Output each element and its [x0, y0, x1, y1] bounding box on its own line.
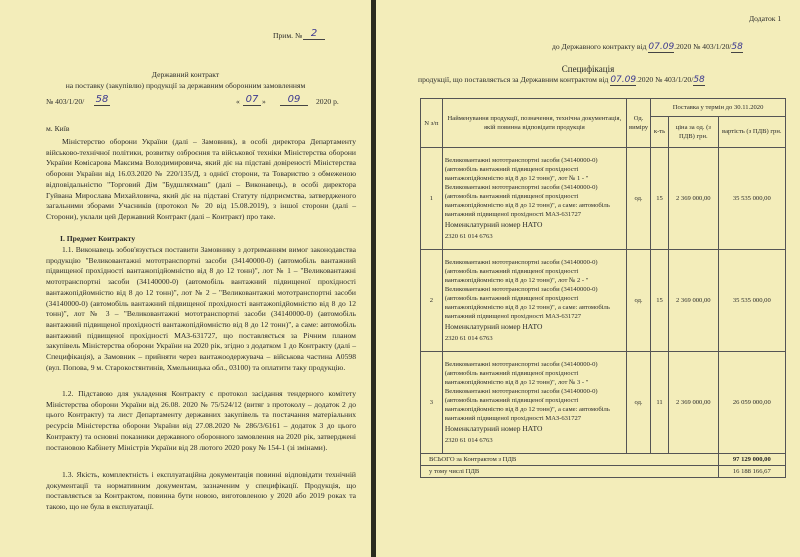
date-day-handwritten: 07	[243, 94, 261, 106]
specification-table	[420, 98, 786, 478]
col-header-number: N з/п	[421, 99, 443, 148]
row-nato-label: Номенклатурний номер НАТО	[444, 322, 543, 331]
specification-title: Специфікація	[561, 64, 615, 74]
subtitle-number-handwritten: 58	[693, 75, 705, 85]
date-quote-close: »	[262, 97, 266, 106]
annex-number-handwritten: 58	[731, 42, 743, 52]
date-quote-open: «	[236, 97, 240, 106]
annex-date-handwritten: 07.09	[648, 42, 675, 52]
annex-to-contract-mid: .2020 № 403/1/20/	[674, 42, 732, 51]
row-unit: од.	[626, 148, 650, 250]
row-description	[442, 250, 626, 352]
row-desc-text: Великовантажні мототранспортні засоби (34140000-0) (автомобіль вантажний підвищеної прохідності вантажопідйомністю від 8 до 12 тонн)", лот № 3 - " Великовантажні мототранспортні засоби (34140000-0) (автомобіль вантажний підвищеної прохідності вантажопідйомністю від 8 до 12 тонн)", а саме: автомобіль вантажний підвищеної прохідності МАЗ-631727	[444, 361, 610, 422]
clause-1-1: 1.1. Виконавець зобов'язується поставити Замовнику з дотриманням вимог законодавства продукцію "Великовантажні мототранспортні засоби (34140000-0) (автомобіль вантажний підвищеної прохідності вантажопідйомністю від 8 до 12 тонн)", лот № 1 – "Великовантажні мототранспортні засоби (34140000-0) (автомобіль вантажний підвищеної прохідності вантажопідйомністю від 8 до 12 тонн)", лот № 2 – "Великовантажні мототранспортні засоби (34140000-0) (автомобіль вантажний підвищеної прохідності вантажопідйомністю від 8 до 12 тонн)", лот № 3 – "Великовантажні мототранспортні засоби (34140000-0) (автомобіль вантажний підвищеної прохідності вантажопідйомністю від 8 до 12 тонн)", а саме: автомобіль вантажний підвищеної прохідності МАЗ-631727, що поставляється за Річним планом закупівель Міністерства оборони України на 2020 рік, згідно з додатком 1 до Контракту (далі – Специфікація), а Замовник – прийняти через вантажоодержувача – військова частина А0598 (вул. Попова, 9 м. Старокостянтинів, Хмельницька обл., 03100) та оплатити таку продукцію.	[46, 245, 356, 372]
contract-title: Державний контракт	[151, 70, 220, 79]
row-desc-text: Великовантажні мототранспортні засоби (34140000-0) (автомобіль вантажний підвищеної прохідності вантажопідйомністю від 8 до 12 тонн)", лот № 1 - " Великовантажні мототранспортні засоби (34140000-0) (автомобіль вантажний підвищеної прохідності вантажопідйомністю від 8 до 12 тонн)", а саме: автомобіль вантажний підвищеної прохідності МАЗ-631727	[444, 157, 610, 218]
contract-number-handwritten: 58	[95, 94, 109, 105]
section-heading: І. Предмет Контракту	[60, 234, 136, 243]
row-nato-code: 2320 61 014 6763	[444, 335, 493, 342]
row-number: 2	[421, 250, 443, 352]
clause-1-3: 1.3. Якість, комплектність і експлуатаційна документація повинні відповідати технічній документації та нормативним документам, зазначеним у специфікації. Продукція, що поставляється за Контрактом, повинна бути новою, виготовленою у 2020 або 2019 роках та такою, що не була в експлуатації.	[46, 470, 356, 512]
col-header-delivery: Поставка у термін до 30.11.2020	[651, 99, 786, 117]
row-nato-code: 2320 61 014 6763	[444, 233, 493, 240]
specification-subtitle-mid: .2020 № 403/1/20/	[636, 75, 694, 84]
row-desc-text: Великовантажні мототранспортні засоби (34140000-0) (автомобіль вантажний підвищеної прохідності вантажопідйомністю від 8 до 12 тонн)", лот № 2 - " Великовантажні мототранспортні засоби (34140000-0) (автомобіль вантажний підвищеної прохідності вантажопідйомністю від 8 до 12 тонн)", а саме: автомобіль вантажний підвищеної прохідності МАЗ-631727	[444, 259, 610, 320]
col-header-value: вартість (з ПДВ) грн.	[718, 116, 785, 147]
annex-title: Додаток 1	[749, 14, 782, 23]
specification-subtitle	[418, 75, 705, 86]
row-price: 2 369 000,00	[669, 148, 719, 250]
row-unit: од.	[626, 352, 650, 454]
row-description	[442, 148, 626, 250]
row-nato-code: 2320 61 014 6763	[444, 437, 493, 444]
row-qty: 11	[651, 352, 669, 454]
table-row	[421, 148, 786, 250]
clause-1-2: 1.2. Підставою для укладення Контракту є протокол засідання тендерного комітету Міністерства оборони України від 26.08. 2020 № 75/524/12 (витяг з протоколу – додаток 2 до цього Контракту) та лист Департаменту державних закупівель та постачання матеріальних ресурсів Міністерства оборони України від 27.08.2020 № 286/3/6161 – додаток 3 до цього Контракту) та основні показники державного оборонного замовлення на 2020 рік, затверджені постановою Кабінету Міністрів України від 28 лютого 2020 року № 154-1 (зі змінами).	[46, 389, 356, 452]
annex-label: Прим. №	[273, 31, 303, 40]
date-year: 2020 р.	[316, 97, 339, 106]
vat-label: у тому числі ПДВ	[421, 466, 719, 478]
row-nato-label: Номенклатурний номер НАТО	[444, 220, 543, 229]
contract-number-prefix: № 403/1/20/	[46, 97, 85, 106]
annex-to-contract	[552, 42, 743, 53]
row-price: 2 369 000,00	[669, 250, 719, 352]
row-number: 3	[421, 352, 443, 454]
table-row	[421, 250, 786, 352]
row-price: 2 369 000,00	[669, 352, 719, 454]
row-unit: од.	[626, 250, 650, 352]
contract-subtitle: на поставку (закупівлю) продукції за державним оборонним замовленням	[65, 81, 306, 90]
col-header-unit: Од. виміру	[626, 99, 650, 148]
col-header-name: Найменування продукції, позначення, технічна документація, якій повинна відповідати продукція	[442, 99, 626, 148]
subtitle-date-handwritten: 07.09	[610, 75, 637, 85]
total-value: 97 129 000,00	[718, 454, 785, 466]
col-header-qty: к-ть	[651, 116, 669, 147]
annex-to-contract-prefix: до Державного контракту від	[552, 42, 647, 51]
row-value: 26 059 000,00	[718, 352, 785, 454]
table-header-row	[421, 99, 786, 117]
row-number: 1	[421, 148, 443, 250]
total-row	[421, 454, 786, 466]
specification-page	[376, 0, 800, 557]
annex-number: 2	[303, 28, 325, 40]
row-qty: 15	[651, 148, 669, 250]
city: м. Київ	[46, 124, 70, 133]
table-row	[421, 352, 786, 454]
vat-value: 16 188 166,67	[718, 466, 785, 478]
total-label: ВСЬОГО за Контрактом з ПДВ	[421, 454, 719, 466]
col-header-price: ціна за од. (з ПДВ) грн.	[669, 116, 719, 147]
vat-row	[421, 466, 786, 478]
row-value: 35 535 000,00	[718, 148, 785, 250]
row-nato-label: Номенклатурний номер НАТО	[444, 424, 543, 433]
row-qty: 15	[651, 250, 669, 352]
row-description	[442, 352, 626, 454]
specification-subtitle-prefix: продукції, що поставляється за Державним контрактом від	[418, 75, 609, 84]
row-value: 35 535 000,00	[718, 250, 785, 352]
date-month-handwritten: 09	[280, 94, 308, 106]
intro-paragraph: Міністерство оборони України (далі – Замовник), в особі директора Департаменту військово-технічної політики, розвитку озброєння та військової техніки Міністерства оборони України Комісарова Максима Володимировича, який діє на підставі довіреності Міністерства оборони України від 16.03.2020 № 220/135/Д, з однієї сторони, та Товариство з обмеженою відповідальністю "Торговий Дім "Будшляхмаш" (далі – Виконавець), в особі директора Гуйвана Мирослава Михайловича, який діє на підставі Статуту підприємства, затвердженого загальними зборами Учасників (протокол № 20 від 15.08.2019), з іншої сторони (далі – Сторони), уклали цей Державний Контракт (далі – Контракт) про таке.	[46, 137, 356, 221]
contract-page	[0, 0, 371, 557]
